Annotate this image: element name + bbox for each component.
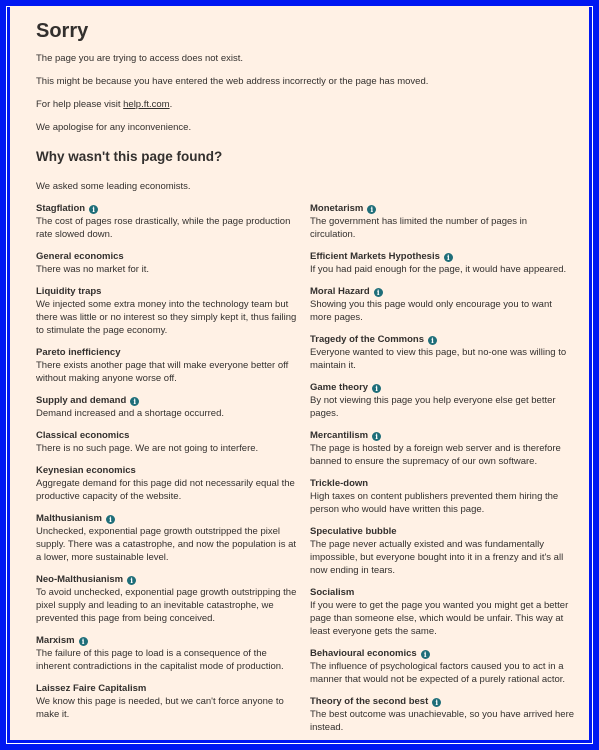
theory-title [36, 574, 298, 586]
theory-title [310, 587, 575, 599]
theory-title [310, 696, 575, 708]
theory-title-text: Theory of the second best [310, 696, 429, 707]
theory-item [36, 574, 298, 625]
theory-title-text: Socialism [310, 587, 355, 598]
theory-item [36, 465, 298, 503]
theory-description: There exists another page that will make everyone better off without making anyone worse off. [36, 360, 289, 384]
theory-item [310, 382, 575, 420]
theory-title [310, 430, 575, 442]
help-link[interactable]: help.ft.com [123, 99, 170, 110]
theory-title-text: Behavioural economics [310, 648, 417, 659]
error-page [10, 6, 589, 740]
info-icon[interactable]: i [421, 650, 430, 659]
theory-title [36, 251, 298, 263]
theory-title [36, 465, 298, 477]
theory-description: Demand increased and a shortage occurred. [36, 408, 225, 419]
info-icon[interactable]: i [79, 637, 88, 646]
theory-title [310, 526, 575, 538]
help-prefix: For help please visit [36, 99, 124, 110]
economists-list [36, 203, 575, 740]
info-icon[interactable]: i [130, 397, 139, 406]
intro-line-1: The page you are trying to access does not exist. [36, 53, 244, 64]
theory-item [310, 430, 575, 468]
theory-title-text: Tragedy of the Commons [310, 334, 425, 345]
theory-title [36, 347, 298, 359]
theory-title [36, 203, 298, 215]
theory-title-text: Trickle-down [310, 478, 369, 489]
theory-description: There is no such page. We are not going to interfere. [36, 443, 259, 454]
theory-title [310, 286, 575, 298]
theory-item [310, 286, 575, 324]
theory-title-text: Moral Hazard [310, 286, 370, 297]
theory-item [36, 203, 298, 241]
theory-title [310, 478, 575, 490]
theory-title [310, 382, 575, 394]
asked-line: We asked some leading economists. [36, 181, 191, 192]
theory-title [310, 203, 575, 215]
theory-item [310, 526, 575, 577]
theory-description: Unchecked, exponential page growth outstripped the pixel supply. There was a catastrophe, and now the population is at a lower, more sustainable level. [36, 526, 297, 563]
theory-item [36, 683, 298, 721]
theory-item [36, 251, 298, 276]
theory-item [36, 513, 298, 564]
info-icon[interactable]: i [374, 288, 383, 297]
theory-description: The best outcome was unachievable, so you have arrived here instead. [310, 709, 575, 733]
right-column [310, 203, 575, 740]
info-icon[interactable]: i [127, 576, 136, 585]
theory-description: The failure of this page to load is a consequence of the inherent contradictions in the capitalist mode of production. [36, 648, 284, 672]
theory-title [36, 430, 298, 442]
theory-title-text: Classical economics [36, 430, 130, 441]
intro-line-2: This might be because you have entered the web address incorrectly or the page has moved. [36, 76, 429, 87]
theory-title-text: Supply and demand [36, 395, 127, 406]
theory-description: We injected some extra money into the technology team but there was little or no interest so they simply kept it, thus failing to stimulate the page economy. [36, 299, 297, 336]
theory-title [310, 251, 575, 263]
theory-description: By not viewing this page you help everyone else get better pages. [310, 395, 556, 419]
theory-title-text: Marxism [36, 635, 75, 646]
info-icon[interactable]: i [372, 432, 381, 441]
theory-item [36, 286, 298, 337]
intro-section [36, 52, 575, 134]
theory-description: The influence of psychological factors caused you to act in a manner that would not be expected of a purely rational actor. [310, 661, 566, 685]
theory-title-text: Speculative bubble [310, 526, 397, 537]
theory-title-text: Neo-Malthusianism [36, 574, 124, 585]
page-title: Sorry [36, 20, 89, 42]
theory-item [310, 587, 575, 638]
left-column [36, 203, 298, 740]
theory-description: The page never actually existed and was fundamentally impossible, but everyone bought into it in a frenzy and it's all now ending in tears. [310, 539, 564, 576]
theory-title-text: Stagflation [36, 203, 86, 214]
theory-item [310, 334, 575, 372]
theory-title-text: Laissez Faire Capitalism [36, 683, 147, 694]
theory-item [36, 395, 298, 420]
theory-title-text: General economics [36, 251, 124, 262]
theory-title [36, 513, 298, 525]
theory-description: If you had paid enough for the page, it would have appeared. [310, 264, 567, 275]
theory-title [36, 635, 298, 647]
theory-title-text: Efficient Markets Hypothesis [310, 251, 440, 262]
theory-description: The government has limited the number of pages in circulation. [310, 216, 528, 240]
theory-description: Everyone wanted to view this page, but no-one was willing to maintain it. [310, 347, 567, 371]
theory-item [310, 648, 575, 686]
theory-description: There was no market for it. [36, 264, 149, 275]
info-icon[interactable]: i [428, 336, 437, 345]
theory-title-text: Malthusianism [36, 513, 102, 524]
theory-description: The cost of pages rose drastically, while the page production rate slowed down. [36, 216, 291, 240]
theory-description: Showing you this page would only encourage you to want more pages. [310, 299, 552, 323]
help-line [36, 98, 575, 111]
help-suffix: . [169, 99, 173, 110]
theory-title-text: Keynesian economics [36, 465, 136, 476]
info-icon[interactable]: i [432, 698, 441, 707]
theory-item [310, 251, 575, 276]
theory-title [36, 286, 298, 298]
theory-description: To avoid unchecked, exponential page growth outstripping the pixel supply and leading to an inevitable catastrophe, we prevented this page from being conceived. [36, 587, 297, 624]
theory-item [36, 347, 298, 385]
info-icon[interactable]: i [106, 515, 115, 524]
theory-title [36, 395, 298, 407]
theory-item [310, 696, 575, 734]
theory-title-text: Monetarism [310, 203, 364, 214]
theory-description: Aggregate demand for this page did not necessarily equal the productive capacity of the website. [36, 478, 295, 502]
info-icon[interactable]: i [89, 205, 98, 214]
theory-item [36, 635, 298, 673]
info-icon[interactable]: i [367, 205, 376, 214]
theory-description: We know this page is needed, but we can't force anyone to make it. [36, 696, 284, 720]
theory-description: The page is hosted by a foreign web server and is therefore banned to ensure the supremacy of our own software. [310, 443, 561, 467]
section-heading: Why wasn't this page found? [36, 149, 223, 164]
theory-title [310, 334, 575, 346]
info-icon[interactable]: i [444, 253, 453, 262]
theory-description: If you were to get the page you wanted you might get a better page than someone else, which would be unfair. This way at least everyone gets the same. [310, 600, 569, 637]
theory-item [310, 203, 575, 241]
info-icon[interactable]: i [372, 384, 381, 393]
theory-item [36, 430, 298, 455]
apology-line: We apologise for any inconvenience. [36, 122, 192, 133]
theory-description: High taxes on content publishers prevented them hiring the person who would have written this page. [310, 491, 559, 515]
theory-title [36, 683, 298, 695]
theory-item [310, 478, 575, 516]
theory-title-text: Pareto inefficiency [36, 347, 121, 358]
theory-title-text: Mercantilism [310, 430, 369, 441]
theory-title-text: Liquidity traps [36, 286, 102, 297]
theory-title-text: Game theory [310, 382, 369, 393]
theory-title [310, 648, 575, 660]
